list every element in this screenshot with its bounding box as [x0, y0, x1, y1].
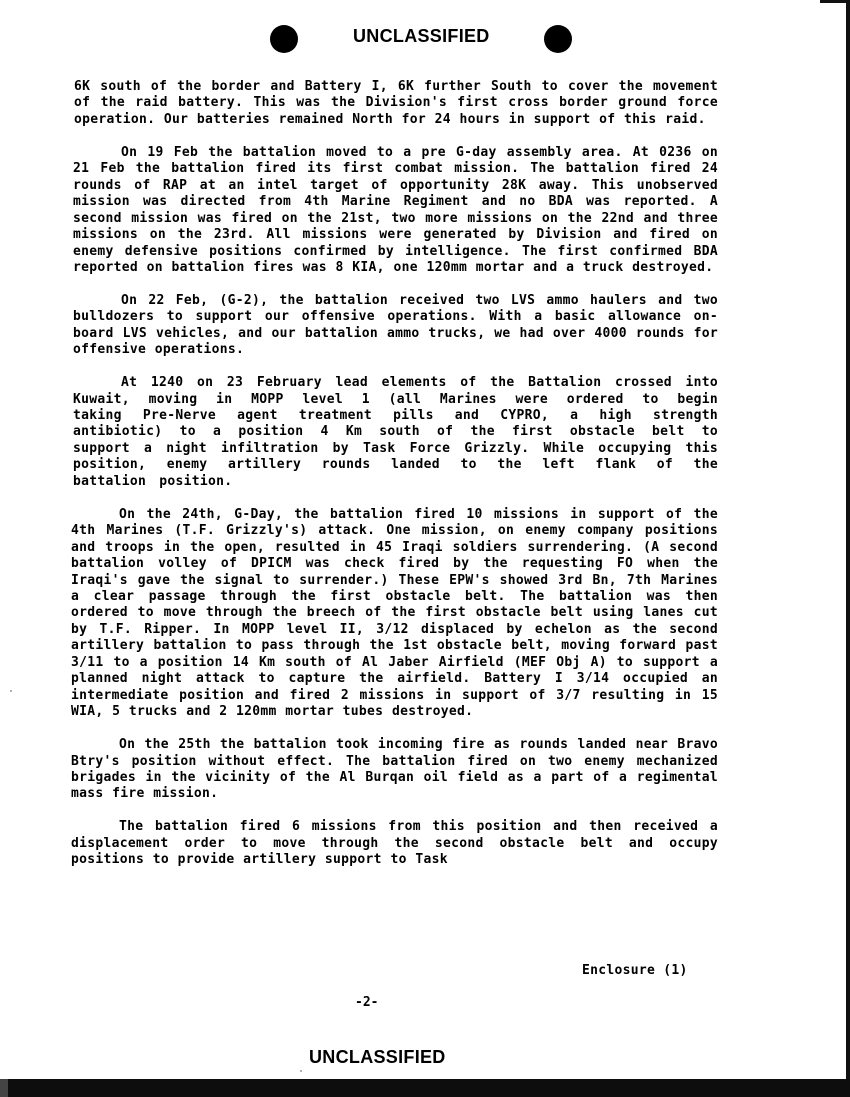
- paragraph-3-text: On 22 Feb, (G-2), the battalion received two LVS ammo haulers and two bulldozers to support our offensive operations. With a basic allowance on-board LVS vehicles, and our battalion ammo trucks, we had over 4000 rounds for offensive operations.: [73, 292, 718, 358]
- scan-edge-bottom-left: [0, 1079, 8, 1097]
- scan-edge-bottom: [8, 1079, 850, 1097]
- paragraph-1: [70, 79, 718, 128]
- paragraph-2: [70, 145, 718, 277]
- paragraph-2-text: On 19 Feb the battalion moved to a pre G-day assembly area. At 0236 on 21 Feb the battalion fired its first combat mission. The battalion fired 24 rounds of RAP at an intel target of opportunity 28K away. This unobserved mission was directed from 4th Marine Regiment and no BDA was reported. A second mission was fired on the 21st, two more missions on the 22nd and three missions on the 23rd. All missions were generated by Division and fired on enemy defensive positions confirmed by intelligence. The first confirmed BDA reported on battalion fires was 8 KIA, one 120mm mortar and a truck destroyed.: [73, 144, 718, 275]
- scan-edge-right: [846, 0, 850, 1097]
- scan-speck: [10, 690, 12, 692]
- paragraph-7-text: The battalion fired 6 missions from this position and then received a displacement order to move through the second obstacle belt and occupy positions to provide artillery support to Task: [71, 819, 718, 868]
- paragraph-4: [70, 375, 718, 490]
- paragraph-7: [70, 819, 718, 868]
- footer-classification: UNCLASSIFIED: [309, 1047, 446, 1067]
- document-body: [70, 79, 718, 869]
- paragraph-5-text: On the 24th, G-Day, the battalion fired 10 missions in support of the 4th Marines (T.F. Grizzly's) attack. One mission, on enemy company positions and troops in the open, resulted in 45 Iraqi soldiers surrendering. (A second battalion volley of DPICM was check fired by the requesting FO when the Iraqi's gave the signal to surrender.) These EPW's showed 3rd Bn, 7th Marines a clear passage through the first obstacle belt. The battalion was then ordered to move through the breech of the first obstacle belt using lanes cut by T.F. Ripper. In MOPP level II, 3/12 displaced by echelon as the second artillery battalion to pass through the 1st obstacle belt, moving forward past 3/11 to a position 14 Km south of Al Jaber Airfield (MEF Obj A) to support a planned night attack to capture the airfield. Battery I 3/14 occupied an intermediate position and fired 2 missions in support of 3/7 resulting in 15 WIA, 5 trucks and 2 120mm mortar tubes destroyed.: [71, 506, 718, 720]
- classification-dot-left: [270, 25, 298, 53]
- paragraph-6: [70, 737, 718, 803]
- scan-speck: [300, 1070, 302, 1072]
- classification-dot-right: [544, 25, 572, 53]
- paragraph-3: [70, 293, 718, 359]
- paragraph-5: [70, 507, 718, 721]
- paragraph-4-text: At 1240 on 23 February lead elements of the Battalion crossed into Kuwait, moving in MOPP level 1 (all Marines were ordered to begin taking Pre-Nerve agent treatment pills and CYPRO, a high strength antibiotic) to a position 4 Km south of the first obstacle belt to support a night infiltration by Task Force Grizzly. While occupying this position, enemy artillery rounds landed to the left flank of the battalion position.: [73, 375, 718, 489]
- paragraph-1-text: 6K south of the border and Battery I, 6K further South to cover the movement of the raid battery. This was the Division's first cross border ground force operation. Our batteries remained North for 24 hours in support of this raid.: [74, 79, 718, 127]
- paragraph-6-text: On the 25th the battalion took incoming fire as rounds landed near Bravo Btry's position without effect. The battalion fired on two enemy mechanized brigades in the vicinity of the Al Burqan oil field as a part of a regimental mass fire mission.: [71, 737, 718, 802]
- header-classification: UNCLASSIFIED: [353, 26, 490, 46]
- enclosure-label: Enclosure (1): [582, 963, 688, 978]
- page-number: -2-: [355, 995, 379, 1010]
